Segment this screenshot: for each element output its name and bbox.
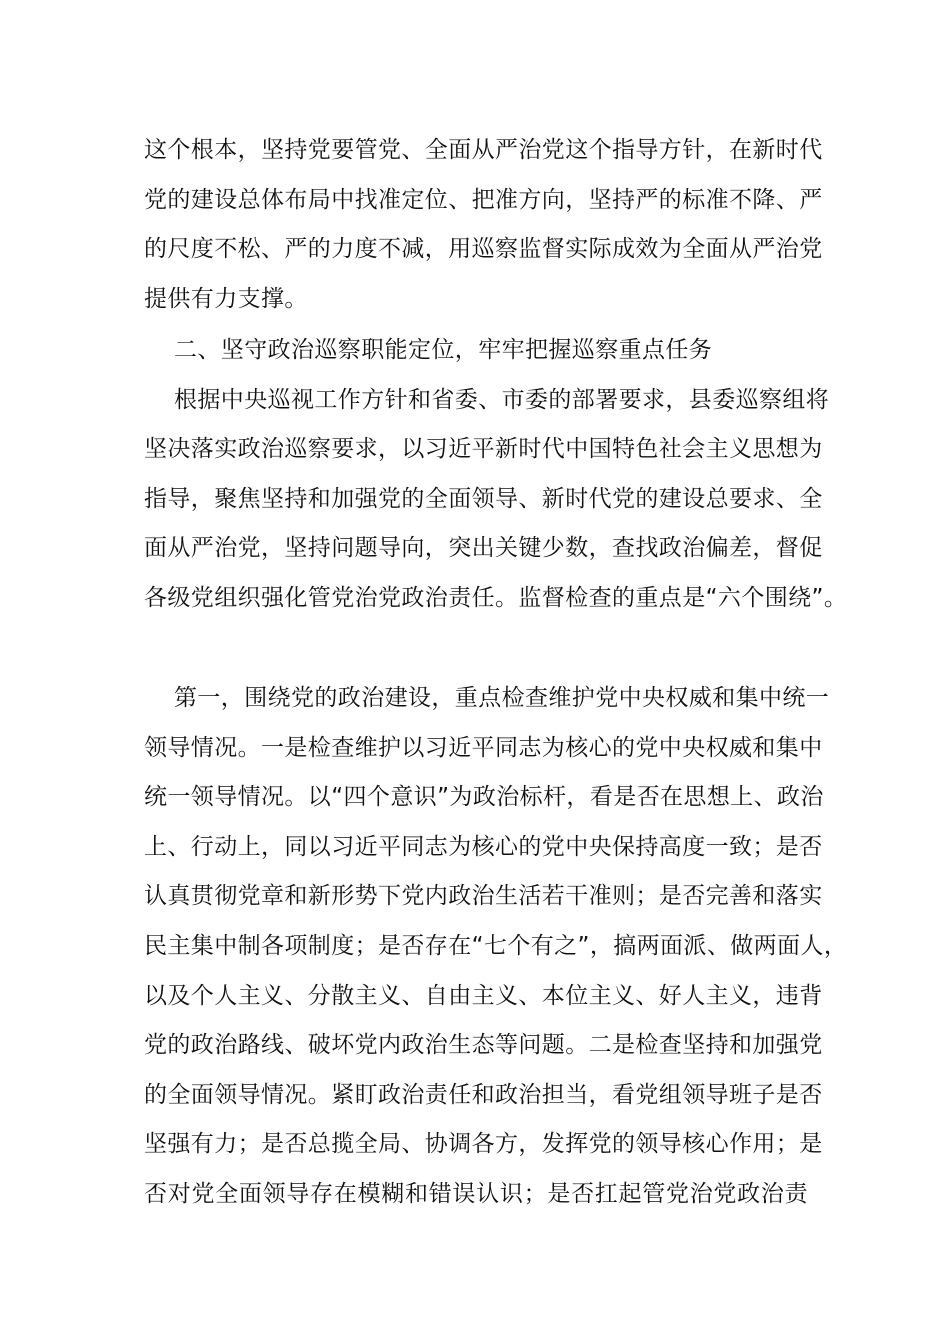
text-line: 统一领导情况。以“四个意识”为政治标杆，看是否在思想上、政治 bbox=[144, 784, 824, 811]
text-line: 坚强有力；是否总揽全局、协调各方，发挥党的领导核心作用；是 bbox=[144, 1131, 823, 1158]
text-line: 否对党全面领导存在模糊和错误认识；是否扛起管党治党政治责 bbox=[144, 1180, 808, 1207]
section-two bbox=[144, 326, 848, 624]
text-line: 这个根本，坚持党要管党、全面从严治党这个指导方针，在新时代 bbox=[144, 137, 823, 163]
text-line: 党的政治路线、破坏党内政治生态等问题。二是检查坚持和加强党 bbox=[144, 1032, 823, 1059]
text-line: 民主集中制各项制度；是否存在“七个有之”，搞两面派、做两面人， bbox=[144, 932, 848, 959]
text-line: 指导，聚焦坚持和加强党的全面领导、新时代党的建设总要求、全 bbox=[144, 485, 823, 512]
text-line: 面从严治党，坚持问题导向，突出关键少数，查找政治偏差，督促 bbox=[144, 535, 823, 562]
text-line: 的全面领导情况。紧盯政治责任和政治担当，看党组领导班子是否 bbox=[144, 1081, 823, 1108]
text-line: 上、行动上，同以习近平同志为核心的党中央保持高度一致；是否 bbox=[144, 833, 823, 860]
paragraph-first-item bbox=[144, 674, 848, 1220]
text-line: 的尺度不松、严的力度不减，用巡察监督实际成效为全面从严治党 bbox=[144, 236, 823, 263]
text-line: 第一，围绕党的政治建设，重点检查维护党中央权威和集中统一 bbox=[174, 685, 830, 711]
section-heading: 二、坚守政治巡察职能定位，牢牢把握巡察重点任务 bbox=[174, 337, 713, 363]
text-line: 坚决落实政治巡察要求，以习近平新时代中国特色社会主义思想为 bbox=[144, 436, 823, 463]
paragraph-continuation bbox=[144, 126, 823, 324]
text-line: 党的建设总体布局中找准定位、把准方向，坚持严的标准不降、严 bbox=[144, 186, 823, 213]
text-line: 认真贯彻党章和新形势下党内政治生活若干准则；是否完善和落实 bbox=[144, 883, 823, 910]
text-line: 根据中央巡视工作方针和省委、市委的部署要求，县委巡察组将 bbox=[174, 386, 830, 413]
text-line: 以及个人主义、分散主义、自由主义、本位主义、好人主义，违背 bbox=[144, 982, 823, 1009]
text-line: 各级党组织强化管党治党政治责任。监督检查的重点是“六个围绕”。 bbox=[144, 584, 848, 611]
text-line: 提供有力支撑。 bbox=[144, 285, 308, 312]
text-line: 领导情况。一是检查维护以习近平同志为核心的党中央权威和集中 bbox=[144, 734, 823, 761]
